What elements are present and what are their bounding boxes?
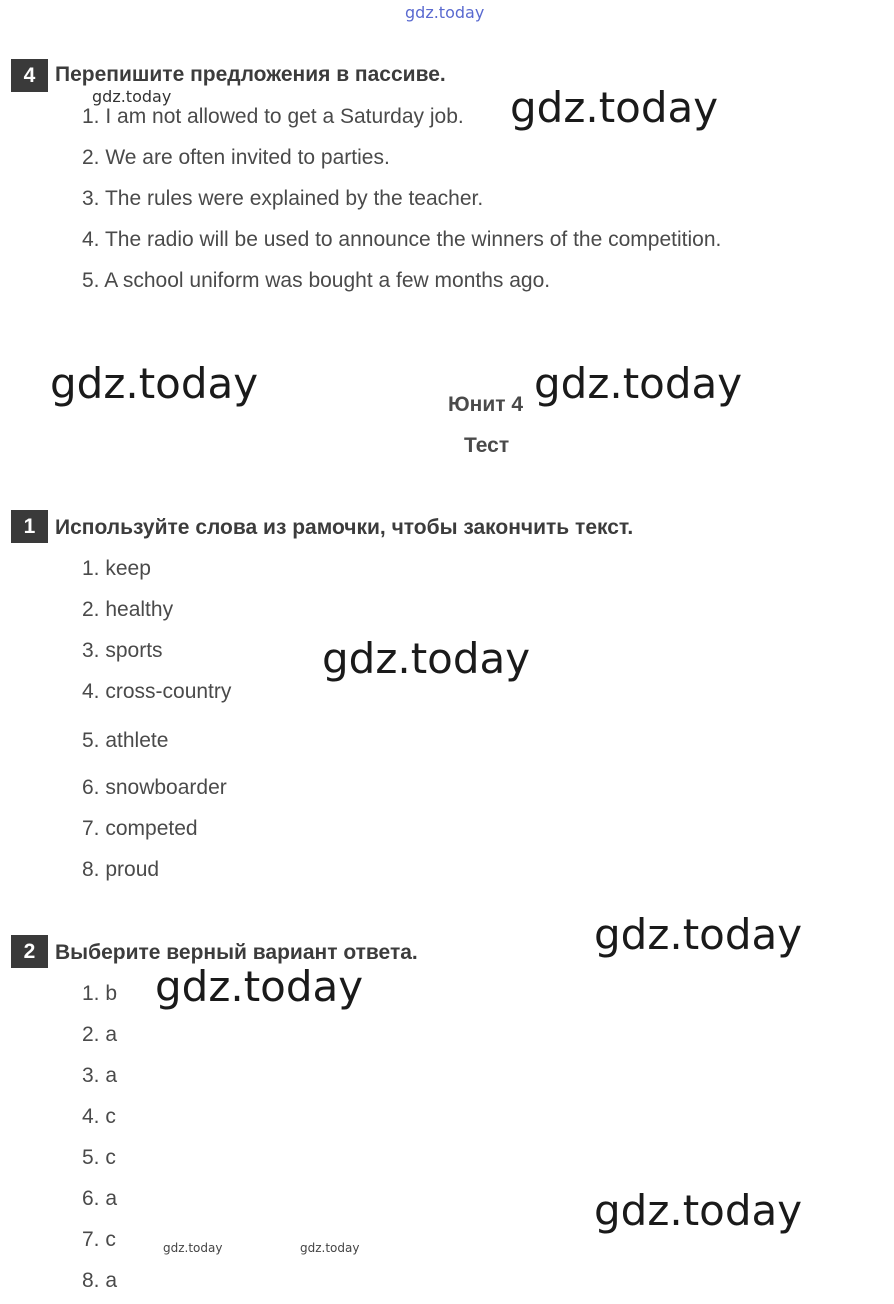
watermark-large: gdz.today xyxy=(594,1186,803,1235)
section-1-item-1: 1. keep xyxy=(82,557,151,580)
section-4-item-2: 2. We are often invited to parties. xyxy=(82,146,390,169)
section-1-item-3: 3. sports xyxy=(82,639,163,662)
section-2-item-5: 5. c xyxy=(82,1146,116,1169)
watermark-top: gdz.today xyxy=(405,3,485,22)
section-2-item-8: 8. a xyxy=(82,1269,118,1292)
section-1-number-badge: 1 xyxy=(11,510,48,543)
section-4-item-4: 4. The radio will be used to announce the winners of the competition. xyxy=(82,228,722,251)
section-2-item-3: 3. a xyxy=(82,1064,118,1087)
unit-subtitle: Тест xyxy=(464,434,510,457)
watermark-large: gdz.today xyxy=(510,83,719,132)
unit-title: Юнит 4 xyxy=(448,393,524,416)
section-1-item-5: 5. athlete xyxy=(82,729,169,752)
watermark-large: gdz.today xyxy=(155,962,364,1011)
section-1-item-6: 6. snowboarder xyxy=(82,776,227,799)
section-2-heading: Выберите верный вариант ответа. xyxy=(55,941,418,964)
section-1-item-8: 8. proud xyxy=(82,858,160,881)
watermark-small: gdz.today xyxy=(92,87,172,106)
section-2-item-6: 6. a xyxy=(82,1187,118,1210)
section-1-item-7: 7. competed xyxy=(82,817,198,840)
section-4-number-badge: 4 xyxy=(11,59,48,92)
watermark-tiny: gdz.today xyxy=(300,1241,360,1255)
watermark-large: gdz.today xyxy=(594,910,803,959)
section-2-number-badge: 2 xyxy=(11,935,48,968)
section-1-item-2: 2. healthy xyxy=(82,598,174,621)
watermark-large: gdz.today xyxy=(322,634,531,683)
section-1-item-4: 4. cross-country xyxy=(82,680,232,703)
section-2-item-2: 2. a xyxy=(82,1023,118,1046)
section-2-item-4: 4. c xyxy=(82,1105,116,1128)
section-4-item-1: 1. I am not allowed to get a Saturday job. xyxy=(82,105,464,128)
section-1-heading: Используйте слова из рамочки, чтобы закончить текст. xyxy=(55,516,634,539)
watermark-tiny: gdz.today xyxy=(163,1241,223,1255)
section-4-heading: Перепишите предложения в пассиве. xyxy=(55,63,446,86)
section-2-item-7: 7. c xyxy=(82,1228,116,1251)
section-4-item-5: 5. A school uniform was bought a few months ago. xyxy=(82,269,551,292)
watermark-large: gdz.today xyxy=(50,359,259,408)
section-2-item-1: 1. b xyxy=(82,982,118,1005)
watermark-large: gdz.today xyxy=(534,359,743,408)
section-4-item-3: 3. The rules were explained by the teacher. xyxy=(82,187,484,210)
